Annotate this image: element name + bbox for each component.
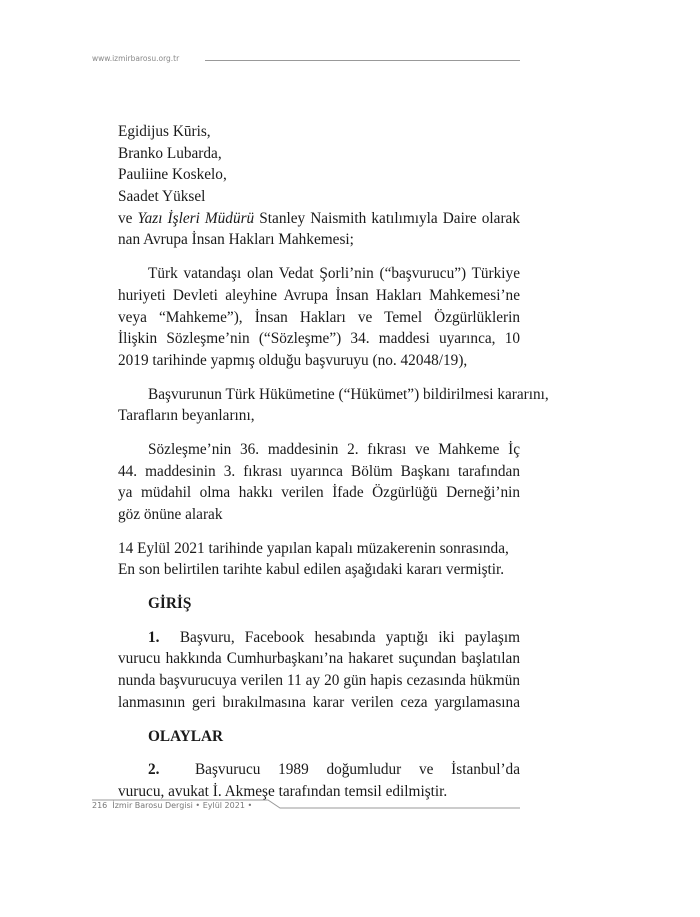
registrar-title: Yazı İşleri Müdürü: [137, 209, 255, 227]
journal-name: İzmir Barosu Dergisi: [112, 801, 193, 810]
text: Stanley Naismith katılımıyla Daire olarak: [259, 209, 520, 227]
issue-date: Eylül 2021: [202, 801, 245, 810]
text-line: ya müdahil olma hakkı verilen İfade Özgürlüğü Derneği’nin: [118, 484, 520, 502]
text-line: Sözleşme’nin 36. maddesinin 2. fıkrası ve Mahkeme İç: [148, 440, 520, 458]
judge-name: Saadet Yüksel: [118, 188, 206, 206]
text-line: 2019 tarihinde yapmış olduğu başvuruyu (no. 42048/19),: [118, 351, 468, 369]
judge-name: Egidijus Kūris,: [118, 123, 211, 140]
text-line: Başvurunun Türk Hükümetine (“Hükümet”) bildirilmesi kararını,: [148, 385, 549, 403]
text-line: Türk vatandaşı olan Vedat Şorli’nin (“başvurucu”) Türkiye: [148, 265, 520, 283]
text-line: 14 Eylül 2021 tarihinde yapılan kapalı müzakerenin sonrasında,: [118, 539, 509, 557]
text-line: Tarafların beyanlarını,: [118, 407, 255, 425]
text: ve: [118, 209, 138, 227]
text: Başvurucu 1989 doğumludur ve İstanbul’da: [194, 761, 520, 779]
text-line: nan Avrupa İnsan Hakları Mahkemesi;: [118, 231, 354, 249]
page-number: 216: [92, 801, 108, 810]
text-line: İlişkin Sözleşme’nin (“Sözleşme”) 34. maddesi uyarınca, 10: [118, 330, 520, 348]
text-line: En son belirtilen tarihte kabul edilen aşağıdaki kararı vermiştir.: [118, 561, 505, 579]
text-line: göz önüne alarak: [118, 506, 223, 523]
paragraph-number: 1.: [148, 628, 160, 646]
judge-name: Branko Lubarda,: [118, 144, 222, 162]
text-line: veya “Mahkeme”), İnsan Hakları ve Temel Özgürlüklerin: [118, 308, 520, 326]
text-line: 44. maddesinin 3. fıkrası uyarınca Bölüm Başkanı tarafından: [118, 462, 520, 480]
text: Başvuru, Facebook hesabında yaptığı iki paylaşım: [179, 628, 520, 646]
section-heading-olaylar: OLAYLAR: [148, 727, 224, 745]
judge-name: Pauliine Koskelo,: [118, 166, 227, 184]
text-line: huriyeti Devleti aleyhine Avrupa İnsan Hakları Mahkemesi’ne: [118, 286, 520, 304]
section-heading-giris: GİRİŞ: [148, 595, 192, 613]
text-line: lanmasının geri bırakılmasına karar verilen ceza yargılamasına: [118, 693, 520, 711]
footer: 216 İzmir Barosu Dergisi • Eylül 2021 •: [92, 801, 253, 810]
text-line: vurucu, avukat İ. Akmeşe tarafından temsil edilmiştir.: [118, 782, 448, 800]
text-line: vurucu hakkında Cumhurbaşkanı’na hakaret suçundan başlatılan: [118, 650, 520, 668]
text-line: nunda başvurucuya verilen 11 ay 20 gün hapis cezasında hükmün: [118, 672, 520, 690]
header-url: www.izmirbarosu.org.tr: [92, 54, 180, 63]
paragraph-number: 2.: [148, 761, 160, 779]
